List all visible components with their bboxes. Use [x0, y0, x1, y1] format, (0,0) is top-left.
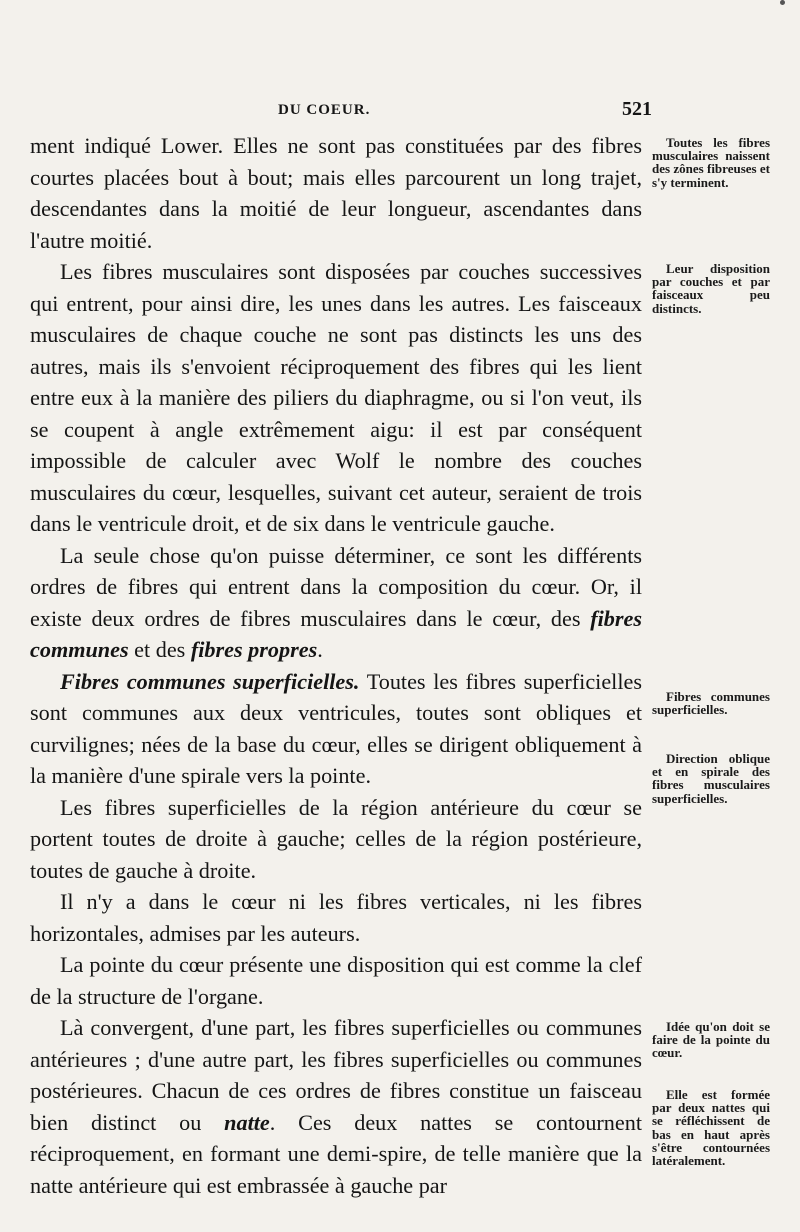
term-fibres-communes: fibres communes [30, 605, 642, 662]
paragraph-2: Les fibres musculaires sont disposées par couches successives qui entrent, pour ainsi dire, les unes dans les autres. Les faisceaux musculaires de chaque couche ne sont pas distincts les uns des autres, mais ils s'envoient réciproquement des fibres qui les lient entre eux à la manière des piliers du diaphragme, ou si l'on veut, ils se coupent à angle extrêmement aigu: il est par conséquent impossible de calculer avec Wolf le nombre des couches musculaires du cœur, lesquelles, suivant cet auteur, seraient de trois dans le ventricule droit, et de six dans le ventricule gauche. [30, 259, 642, 536]
paragraph-8: Là convergent, d'une part, les fibres superficielles ou communes antérieures ; d'une autre part, les fibres superficielles ou communes postérieures. Chacun de ces ordres de fibres constitue un faisceau bien distinct ou natte. Ces deux nattes se contournent réciproquement, en formant une demi-spire, de telle manière que la natte antérieure qui est embrassée à gauche par [30, 1015, 643, 1198]
margin-note-1: Toutes les fibres musculaires naissent des zônes fibreuses et s'y terminent. [652, 135, 770, 190]
paragraph-1: ment indiqué Lower. Elles ne sont pas constituées par des fibres courtes placées bout à bout; mais elles parcourent un long trajet, descendantes dans la moitié de leur longueur, ascendantes dans l'autre moitié. [30, 133, 642, 253]
margin-note-2: Leur disposition par couches et par faisceaux peu distincts. [652, 261, 770, 316]
margin-note-5: Idée qu'on doit se faire de la pointe du cœur. [652, 1019, 770, 1061]
main-text [30, 130, 642, 1201]
paragraph-7: La pointe du cœur présente une disposition qui est comme la clef de la structure de l'organe. [30, 952, 642, 1009]
paragraph-6: Il n'y a dans le cœur ni les fibres verticales, ni les fibres horizontales, admises par les auteurs. [30, 889, 642, 946]
page-mark [780, 0, 785, 5]
margin-note-6: Elle est formée par deux nattes qui se réfléchissent de bas en haut après s'être contournées latéralement. [652, 1087, 770, 1169]
margin-note-3: Fibres communes superficielles. [652, 689, 770, 718]
paragraph-3: La seule chose qu'on puisse déterminer, ce sont les différents ordres de fibres qui entrent dans la composition du cœur. Or, il existe deux ordres de fibres musculaires dans le cœur, des fibres communes et des fibres propres. [30, 542, 642, 662]
paragraph-4: Fibres communes superficielles. Toutes les fibres superficielles sont communes aux deux ventricules, toutes sont obliques et curvilignes; nées de la base du cœur, elles se dirigent obliquement à la manière d'une spirale vers la pointe. [30, 668, 642, 788]
term-natte: natte [224, 1109, 270, 1135]
paragraph-5: Les fibres superficielles de la région antérieure du cœur se portent toutes de droite à gauche; celles de la région postérieure, toutes de gauche à droite. [30, 794, 642, 883]
running-title: DU COEUR. [278, 102, 371, 118]
margin-note-4: Direction oblique et en spirale des fibres musculaires superficielles. [652, 751, 770, 806]
term-fibres-propres: fibres propres [190, 637, 318, 662]
page-header [30, 96, 652, 126]
section-heading-fibres-communes: Fibres communes superficielles. [60, 668, 360, 694]
page-number: 521 [622, 98, 652, 120]
